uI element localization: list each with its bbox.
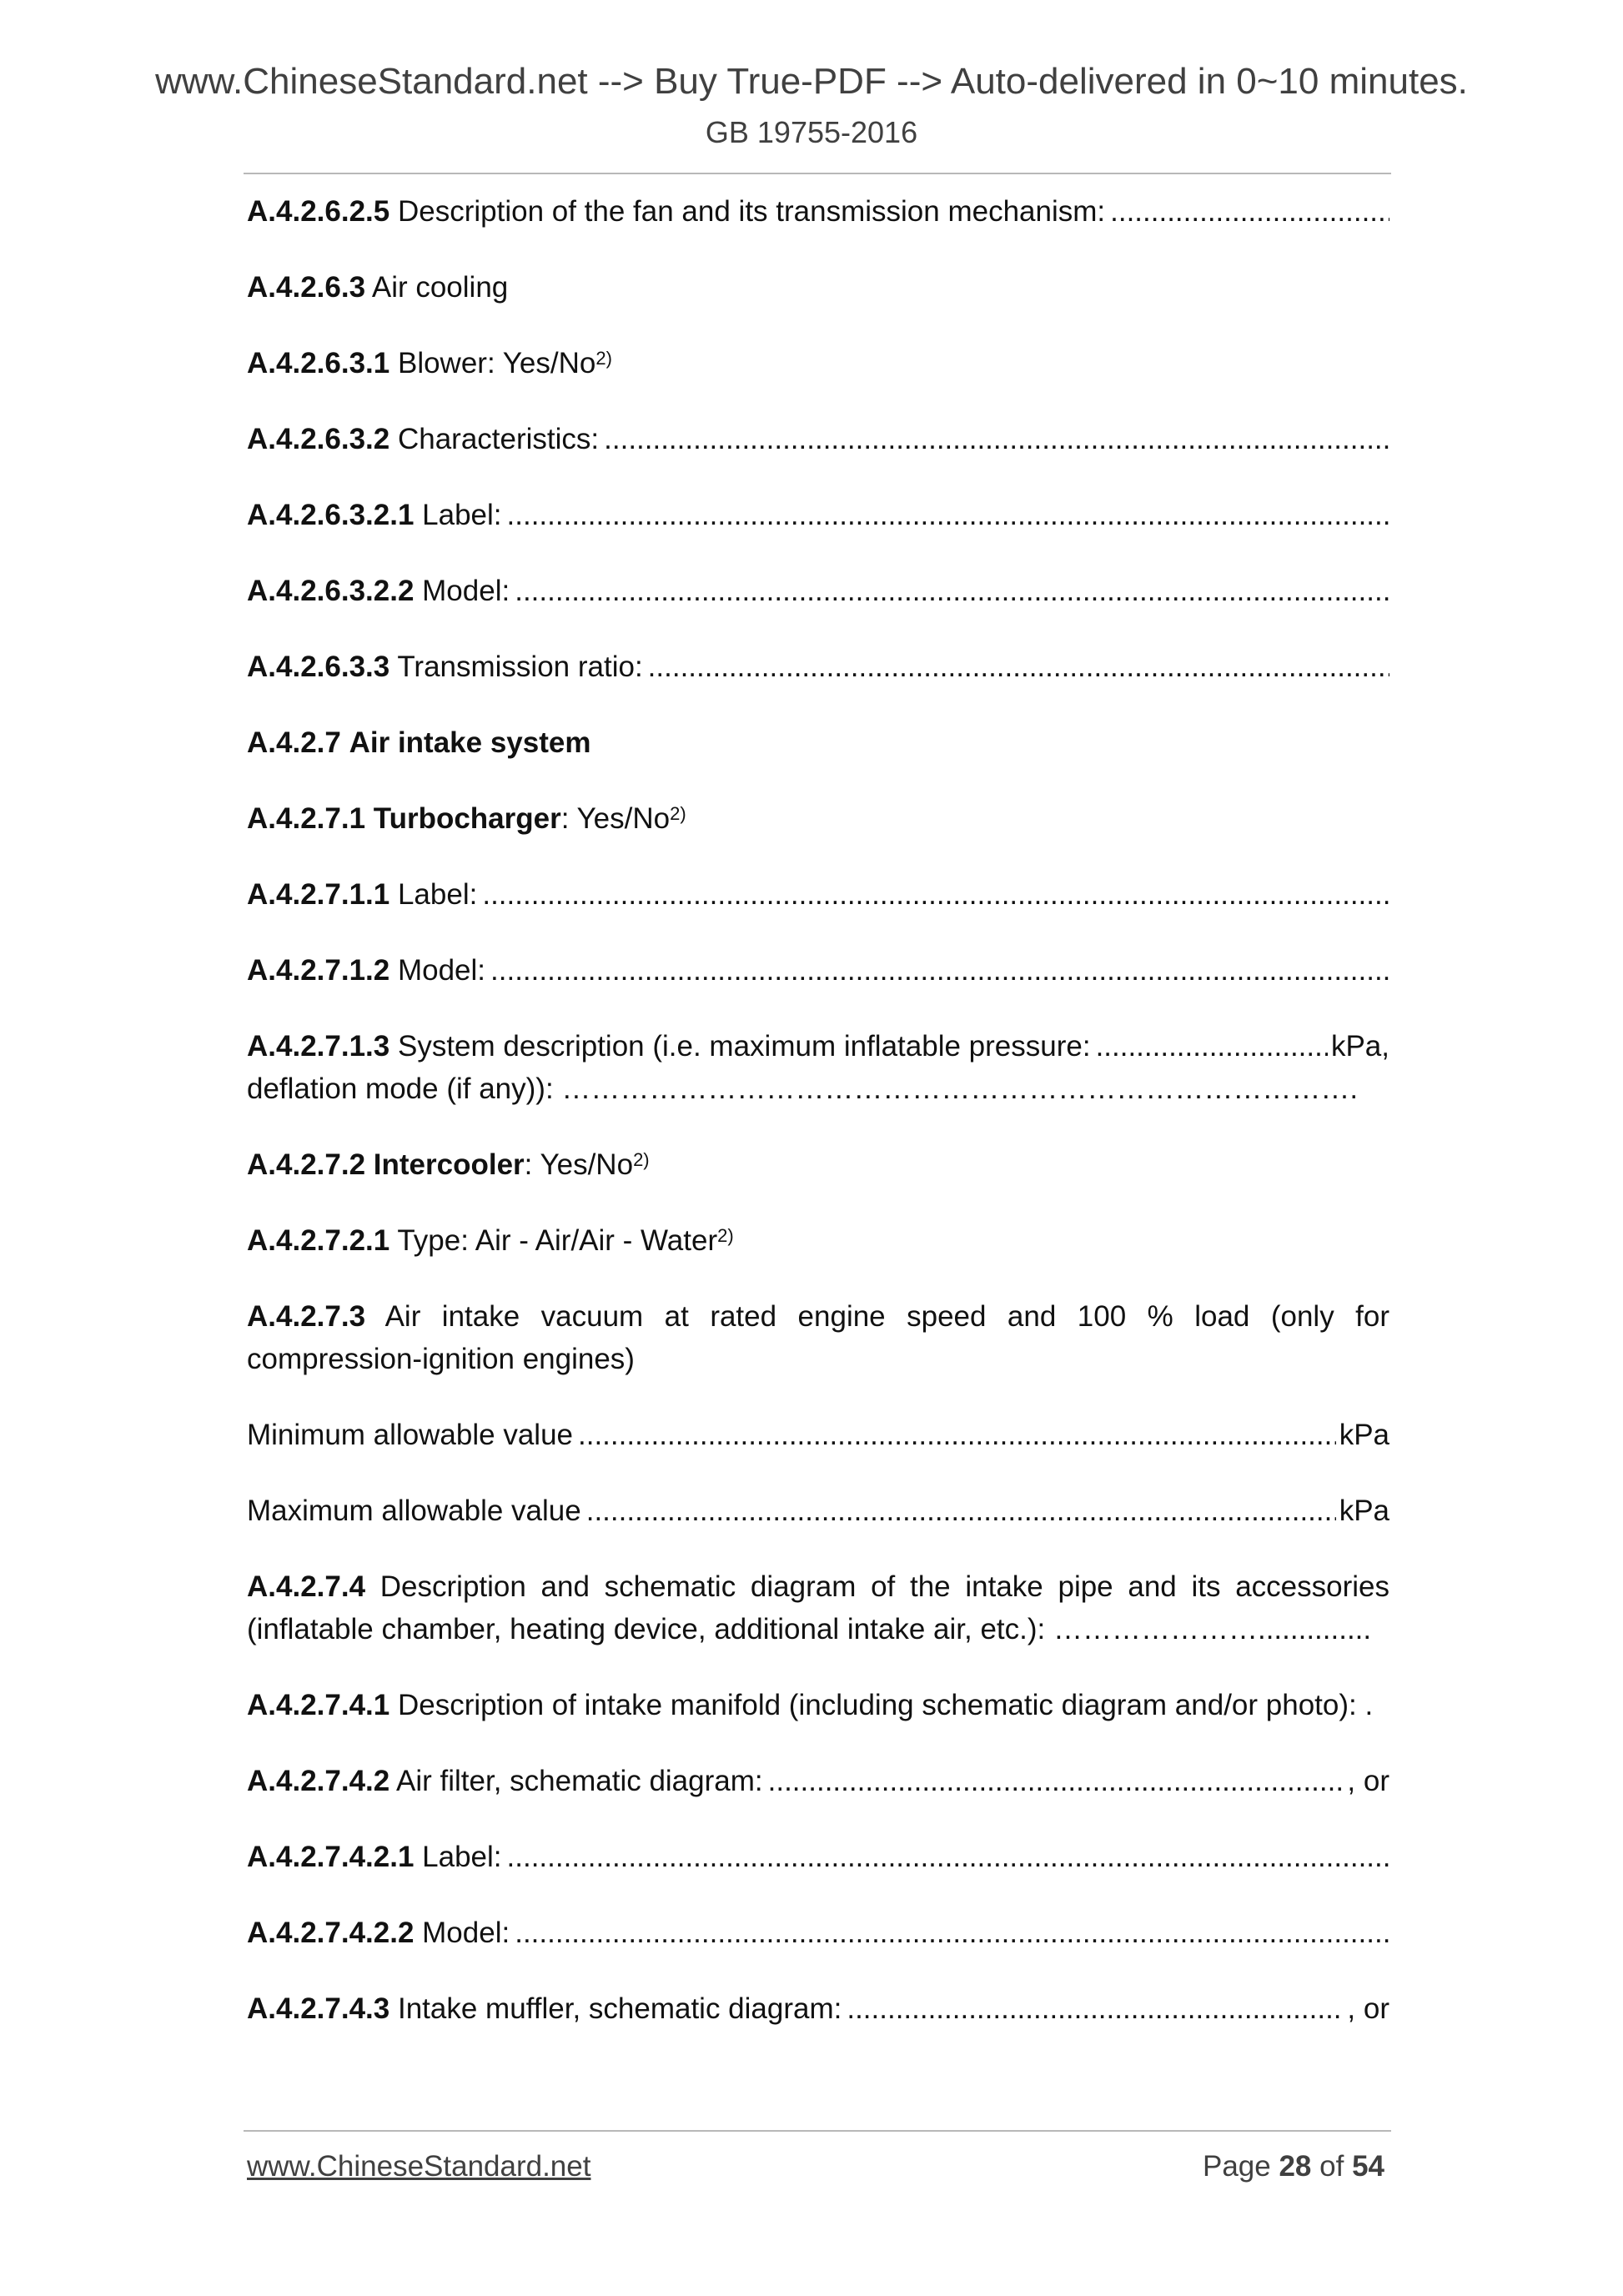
dot-leader bbox=[515, 570, 1389, 612]
dot-leader bbox=[490, 949, 1389, 992]
dot-leader bbox=[578, 1414, 1336, 1456]
document-code: GB 19755-2016 bbox=[705, 115, 918, 149]
min-allowable-value: Minimum allowable value ..... kPa bbox=[247, 1414, 1389, 1456]
clause-a427: A.4.2.7 Air intake system bbox=[247, 726, 591, 759]
clause-a4271: A.4.2.7.1 Turbocharger: Yes/No$^{2)}$ bbox=[247, 802, 686, 835]
clause-a42633: A.4.2.6.3.3 Transmission ratio: ..... bbox=[247, 646, 1389, 688]
clause-a427421: A.4.2.7.4.2.1 Label: ..... bbox=[247, 1836, 1389, 1878]
clause-a42741: A.4.2.7.4.1 Description of intake manifold (including schematic diagram and/or photo): . bbox=[247, 1689, 1374, 1721]
clause-a426321: A.4.2.6.3.2.1 Label: ..... bbox=[247, 494, 1389, 536]
clause-a427422: A.4.2.7.4.2.2 Model: ..... bbox=[247, 1912, 1389, 1954]
dot-leader bbox=[515, 1912, 1389, 1954]
dot-leader bbox=[648, 646, 1389, 688]
page-number: Page 28 of 54 bbox=[1202, 2150, 1384, 2183]
clause-a42742: A.4.2.7.4.2 Air filter, schematic diagram: ..... , or bbox=[247, 1760, 1389, 1802]
clause-a4274: A.4.2.7.4 Description and schematic diagram of the intake pipe and its accessories (inflatable chamber, heating device, additional intake air, etc.): ………………….............. bbox=[247, 1570, 1389, 1645]
header-banner: www.ChineseStandard.net --> Buy True-PDF --> Auto-delivered in 0~10 minutes. bbox=[155, 61, 1468, 102]
header-divider bbox=[244, 173, 1391, 174]
dot-leader bbox=[604, 418, 1389, 460]
dot-leader bbox=[768, 1760, 1344, 1802]
dot-leader bbox=[507, 494, 1389, 536]
current-page: 28 bbox=[1279, 2150, 1312, 2183]
clause-a42712: A.4.2.7.1.2 Model: ..... bbox=[247, 949, 1389, 992]
dot-leader bbox=[507, 1836, 1389, 1878]
footer-divider bbox=[244, 2130, 1391, 2132]
dot-leader bbox=[1096, 1025, 1328, 1068]
clause-a42743: A.4.2.7.4.3 Intake muffler, schematic diagram: ..... , or bbox=[247, 1987, 1389, 2030]
dot-leader bbox=[1110, 190, 1389, 233]
footer-site-link[interactable]: www.ChineseStandard.net bbox=[247, 2150, 591, 2183]
clause-a42632: A.4.2.6.3.2 Characteristics: ..... bbox=[247, 418, 1389, 460]
document-body bbox=[247, 190, 1389, 2063]
clause-a42713: A.4.2.7.1.3 System description (i.e. maximum inflatable pressure: ..... kPa, deflation mode (if any)): ………………………………………………………………………. bbox=[247, 1025, 1389, 1110]
max-allowable-value: Maximum allowable value ..... kPa bbox=[247, 1490, 1389, 1532]
dot-leader bbox=[482, 873, 1389, 916]
total-pages: 54 bbox=[1352, 2150, 1384, 2183]
clause-a42631: A.4.2.6.3.1 Blower: Yes/No$^{2)}$ bbox=[247, 347, 612, 379]
clause-a4272: A.4.2.7.2 Intercooler: Yes/No$^{2)}$ bbox=[247, 1148, 650, 1181]
clause-a4273: A.4.2.7.3 Air intake vacuum at rated engine speed and 100 % load (only for compression-ignition engines) bbox=[247, 1300, 1389, 1375]
clause-a4263: A.4.2.6.3 Air cooling bbox=[247, 271, 509, 304]
clause-a42711: A.4.2.7.1.1 Label: ..... bbox=[247, 873, 1389, 916]
dot-leader bbox=[847, 1987, 1344, 2030]
clause-a42721: A.4.2.7.2.1 Type: Air - Air/Air - Water$^{2)}$ bbox=[247, 1224, 734, 1257]
clause-a42625: A.4.2.6.2.5 Description of the fan and its transmission mechanism: ..... bbox=[247, 190, 1389, 233]
clause-a426322: A.4.2.6.3.2.2 Model: ..... bbox=[247, 570, 1389, 612]
dot-leader bbox=[586, 1490, 1336, 1532]
